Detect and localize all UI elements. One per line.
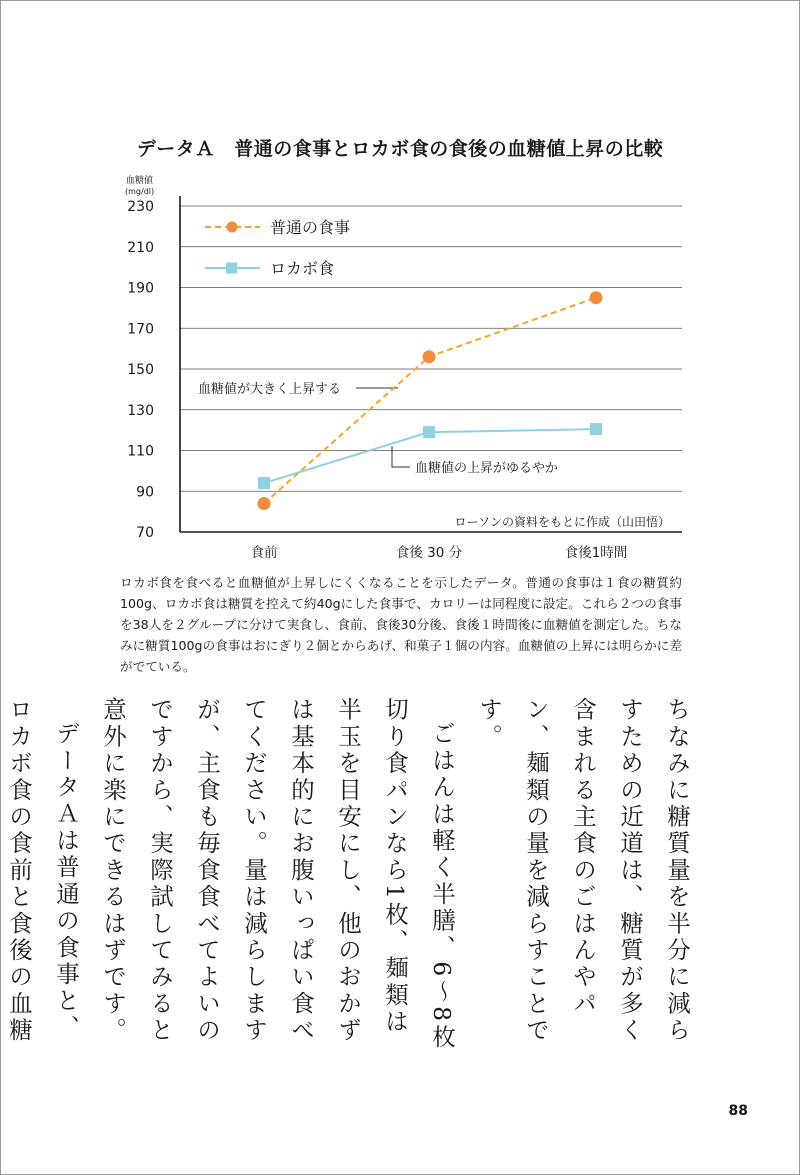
y-tick-label: 70 [136, 525, 154, 541]
body-paragraph-1: ちなみに糖質量を半分に減らすための近道は、糖質が多く含まれる主食のごはんやパン、麺類の量を減らすことです。 [475, 697, 691, 1045]
y-tick-label: 230 [127, 199, 154, 215]
legend-label: ロカボ食 [270, 259, 335, 278]
x-tick-label: 食前 [250, 545, 278, 561]
annotation-rise-gentle: 血糖値の上昇がゆるやか [415, 461, 559, 476]
line-chart [0, 0, 800, 570]
x-tick-label: 食後1時間 [564, 545, 628, 561]
body-text [5, 697, 700, 1052]
y-tick-label: 130 [127, 402, 154, 419]
data-point [423, 426, 435, 438]
y-tick-label: 170 [127, 321, 154, 338]
x-tick-label: 食後 30 分 [395, 545, 463, 561]
body-paragraph-2: ごはんは軽く半膳、6～8枚切り食パンなら1枚、麺類は半玉を目安にし、他のおかずは基本的にお腹いっぱい食べてください。量は減らしますが、主食も毎食食べてよいのですから、実際試してみると意外に楽にできるはずです。 [99, 697, 456, 1051]
data-point [590, 423, 602, 435]
annotation-leader [392, 446, 410, 467]
y-tick-label: 110 [127, 443, 154, 460]
legend-marker [226, 263, 237, 274]
y-tick-label: 210 [127, 239, 154, 256]
body-paragraph-3: データＡは普通の食事と、ロカボ食の食前と食後の血糖 [5, 697, 80, 1045]
data-point [258, 497, 271, 510]
page-number: 88 [728, 1103, 748, 1119]
y-tick-label: 90 [136, 484, 154, 501]
legend-marker [227, 222, 238, 233]
figure-caption: ロカボ食を食べると血糖値が上昇しにくくなることを示したデータ。普通の食事は１食の糖質約100g、ロカボ食は糖質を控えて約40gにした食事で、カロリーは同程度に設定。これら２つの食事を38人を２グループに分けて実食し、食前、食後30分後、食後１時間後に血糖値を測定した。ちなみに糖質100gの食事はおにぎり２個とからあげ、和菓子１個の内容。血糖値の上昇には明らかに差がでている。 [120, 575, 682, 674]
data-point [590, 291, 603, 304]
legend-label: 普通の食事 [270, 218, 351, 237]
y-tick-label: 150 [127, 362, 154, 378]
data-point [258, 477, 270, 489]
chart-svg [0, 0, 800, 570]
data-point [423, 350, 436, 363]
annotation-rise-large: 血糖値が大きく上昇する [198, 382, 342, 397]
source-note: ローソンの資料をもとに作成（山田悟） [454, 515, 670, 529]
y-tick-label: 190 [127, 280, 154, 297]
y-axis-unit: (mg/dl) [125, 187, 155, 196]
figure-title: データＡ 普通の食事とロカボ食の食後の血糖値上昇の比較 [136, 138, 664, 160]
y-axis-label: 血糖値 [126, 176, 154, 186]
